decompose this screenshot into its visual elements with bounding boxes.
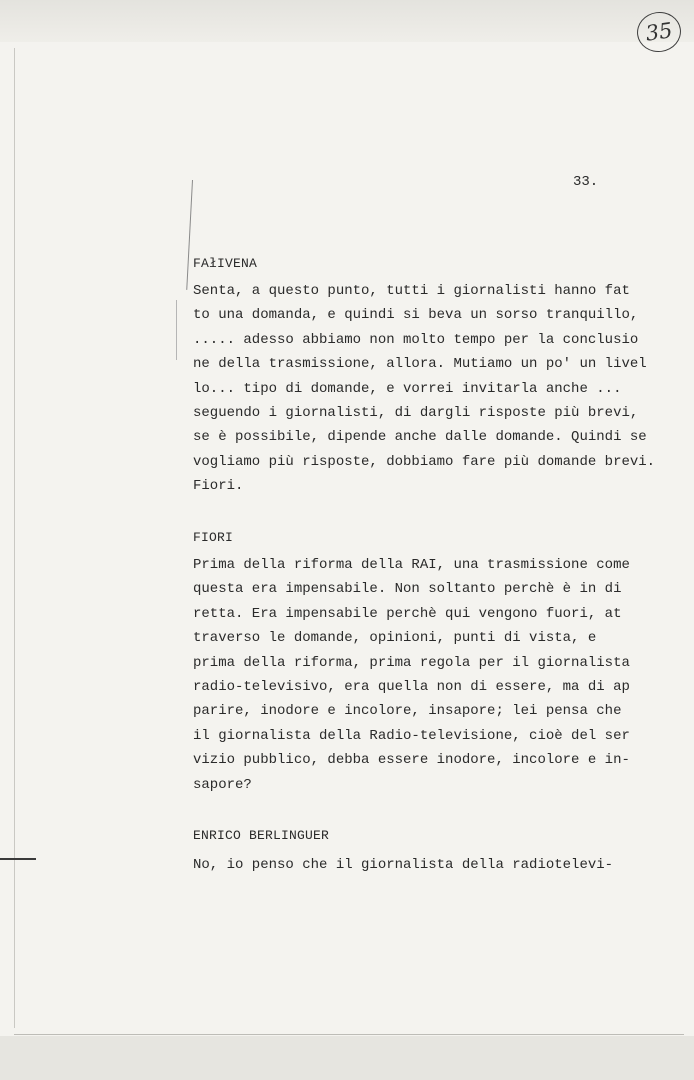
page-number: 33.: [573, 174, 599, 190]
speech-line: sapore?: [193, 776, 252, 793]
speech-line: seguendo i giornalisti, di dargli risposte più brevi,: [193, 405, 639, 422]
bottom-edge-band: [0, 1036, 694, 1080]
speech-line: No, io penso che il giornalista della radiotelevi-: [193, 857, 614, 873]
left-margin-rule: [14, 48, 15, 1028]
speech-line: Fiori.: [193, 478, 244, 495]
speech-line: vizio pubblico, debba essere inodore, incolore e in-: [193, 752, 630, 769]
speaker-name: FAłIVENA: [193, 256, 258, 271]
speech-line: Prima della riforma della RAI, una trasmissione come: [193, 557, 630, 573]
speech-block-favivena: [193, 254, 663, 499]
speech-line: ne della trasmissione, allora. Mutiamo un po' un livel: [193, 356, 647, 373]
pencil-mark: [186, 180, 193, 290]
archive-page-stamp: 35: [634, 9, 683, 55]
speech-line: to una domanda, e quindi si beva un sorso tranquillo,: [193, 307, 639, 324]
speech-line: retta. Era impensabile perchè qui vengono fuori, at: [193, 605, 622, 622]
speech-line: ..... adesso abbiamo non molto tempo per la conclusio: [193, 331, 639, 348]
speech-block-fiori: [193, 528, 663, 797]
speech-block-berlinguer: [193, 826, 663, 877]
pencil-mark-lower: [176, 300, 177, 360]
speech-line: Senta, a questo punto, tutti i giornalisti hanno fat: [193, 283, 630, 299]
speaker-name: ENRICO BERLINGUER: [193, 828, 330, 843]
speech-line: prima della riforma, prima regola per il giornalista: [193, 654, 630, 671]
speech-line: parire, inodore e incolore, insapore; lei pensa che: [193, 703, 622, 720]
top-edge-shadow: [0, 0, 694, 42]
speaker-name: FIORI: [193, 530, 234, 545]
speech-line: se è possibile, dipende anche dalle domande. Quindi se: [193, 429, 647, 446]
speech-line: traverso le domande, opinioni, punti di vista, e: [193, 630, 597, 647]
speech-line: il giornalista della Radio-televisione, cioè del ser: [193, 727, 630, 744]
speech-line: lo... tipo di domande, e vorrei invitarla anche ...: [193, 380, 622, 397]
speech-line: vogliamo più risposte, dobbiamo fare più domande brevi.: [193, 453, 656, 470]
margin-tick-mark: [0, 858, 36, 860]
speech-line: radio-televisivo, era quella non di essere, ma di ap: [193, 679, 630, 696]
speech-line: questa era impensabile. Non soltanto perchè è in di: [193, 581, 622, 598]
bottom-rule: [14, 1034, 684, 1035]
